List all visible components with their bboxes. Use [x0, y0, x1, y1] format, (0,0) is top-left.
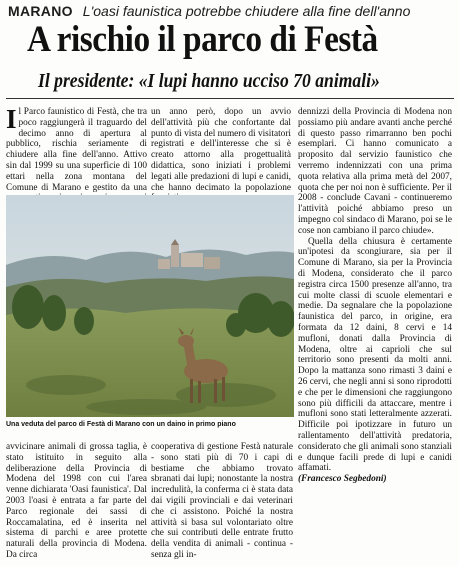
column-1-continued-text: avvicinare animali di grossa taglia, è stato istituito in seguito alla deliberazione della Provincia di Modena del 1998 con cui l'area venne dichiarata 'Oasi faunistica'. Dal 2003 l'oasi è entrata a far parte del Parco regionale dei sassi di Roccamalatina, ed è inserita nel sistema di parchi e aree protette naturali della provincia di Modena. Da circa [6, 442, 147, 560]
headline: A rischio il parco di Festà [27, 19, 378, 60]
section-label: MARANO [8, 3, 73, 19]
subheadline: Il presidente: «I lupi hanno ucciso 70 animali» [38, 70, 380, 92]
kicker-subtitle: L'oasi faunistica potrebbe chiudere alla fine dell'anno [82, 3, 411, 19]
article-column-2-continued [151, 442, 293, 560]
photo-caption: Una veduta del parco di Festà di Marano con un daino in primo piano [6, 421, 236, 428]
article-column-3 [298, 107, 452, 557]
drop-cap: I [6, 107, 17, 134]
landscape-with-deer-image [6, 195, 294, 417]
article-column-1-continued [6, 442, 147, 560]
column-1-text: l Parco faunistico di Festà, che tra poco raggiungerà il traguardo del decimo anno di apertura al pubblico, rischia seriamente di chiudere alla fine dell'anno. Attivo sin dal 1999 su una superficie di 100 ettari nella zona montana del Comune di Marano e gestito da una [6, 107, 147, 193]
column-3-paragraph-2: Quella della chiusura è certamente un'ipotesi da scongiurare, sia per il Comune di Marano, sia per la Provincia di Modena, considerato che il parco registra circa 1500 presenze all'anno, tra cui molte classi di scuole elementari e medie. Da segnalare che la popolazione faunistica del parco, in origine, era formata da 12 daini, 8 cervi e 14 mufloni, donati dalla Provincia di Modena, oltre ai caprioli che sul territorio sono presenti da molti anni. Dopo la mattanza sono rimasti 3 daini e 26 cervi, che negli anni si sono riprodotti e che per le dimensioni che raggiungono sono più difficili da attaccare, mentre i mufloni sono stati letteralmente azzerati. Difficile poi ipotizzare in futuro un rallentamento dell'attività predatoria, considerato che gli animali sono stanziali e dunque facili prede di lupi e canidi affamati. [298, 236, 452, 474]
article-photo [6, 195, 294, 417]
column-2-paragraph-1: un anno però, dopo un avvio dell'attività più che confortante dal punto di vista del numero di visitatori registrati e dell'interesse che si è creato attorno alla progettualità didattica, sono iniziati i problemi legati alle predazioni di lupi e canidi, che hanno decimato la popolazione [151, 107, 291, 193]
column-2-continued-text: cooperativa di gestione Festà naturale - sono stati più di 70 i capi di bestiame che abbiamo trovato sbranati dai lupi; nonostante la nostra incredulità, la conferma ci è stata data dai vigili provinciali e dai veterinari che ci assistono. Poiché la nostra attività si basa sul volontariato oltre che sui contributi delle entrate frutto della vendita di animali - continua - senza gli in- [151, 442, 293, 560]
column-3-paragraph-1: dennizzi della Provincia di Modena non possiamo più andare avanti anche perché di questo passo rimarranno ben pochi esemplari. Ci hanno comunicato a proposito dal servizio faunistico che verremo indennizzati con una prima quota relativa alla prima metà del 2007, quota che per noi non è sufficiente. Per il 2008 - conclude Cavani - continueremo l'attività poiché abbiamo preso un impegno col sindaco di Marano, poi se le cose non cambiano il parco chiude». [298, 107, 452, 236]
byline: (Francesco Segbedoni) [298, 474, 387, 485]
header-rule [6, 98, 454, 99]
